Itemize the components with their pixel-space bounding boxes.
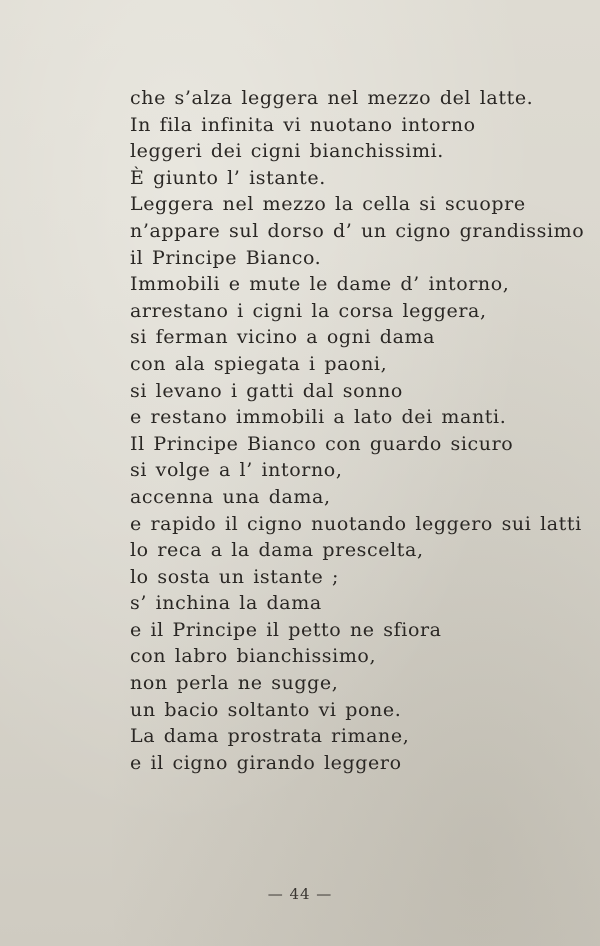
- poem-line: non perla ne sugge,: [130, 672, 339, 695]
- poem-line: il Principe Bianco.: [130, 246, 322, 269]
- poem-line: un bacio soltanto vi pone.: [130, 698, 402, 721]
- poem-line: si ferman vicino a ogni dama: [130, 326, 436, 349]
- poem-line: leggeri dei cigni bianchissimi.: [130, 140, 444, 163]
- poem-line: lo reca a la dama prescelta,: [130, 539, 424, 562]
- poem-line: La dama prostrata rimane,: [130, 725, 410, 748]
- poem-text: [130, 85, 590, 776]
- poem-line: n’appare sul dorso d’ un cigno grandissimo: [130, 219, 585, 242]
- poem-line: che s’alza leggera nel mezzo del latte.: [130, 87, 534, 109]
- poem-line: e restano immobili a lato dei manti.: [130, 406, 507, 429]
- poem-line: arrestano i cigni la corsa leggera,: [130, 299, 487, 322]
- poem-line: Immobili e mute le dame d’ intorno,: [130, 273, 510, 296]
- poem-line: È giunto l’ istante.: [130, 166, 326, 189]
- poem-line: Leggera nel mezzo la cella si scuopre: [130, 193, 526, 216]
- poem-line: si levano i gatti dal sonno: [130, 379, 403, 402]
- page-number: — 44 —: [267, 885, 333, 903]
- poem-line: si volge a l’ intorno,: [130, 459, 343, 482]
- poem-line: In fila infinita vi nuotano intorno: [130, 113, 476, 136]
- poem-line: e il Principe il petto ne sfiora: [130, 618, 442, 641]
- poem-line: con ala spiegata i paoni,: [130, 352, 388, 375]
- poem-line: Il Principe Bianco con guardo sicuro: [130, 432, 514, 455]
- poem-line: e rapido il cigno nuotando leggero sui latti: [130, 512, 582, 535]
- poem-line: e il cigno girando leggero: [130, 751, 402, 774]
- poem-line: s’ inchina la dama: [130, 592, 322, 615]
- poem-line: con labro bianchissimo,: [130, 645, 377, 668]
- poem-line: lo sosta un istante ;: [130, 565, 339, 588]
- poem-line: accenna una dama,: [130, 485, 331, 508]
